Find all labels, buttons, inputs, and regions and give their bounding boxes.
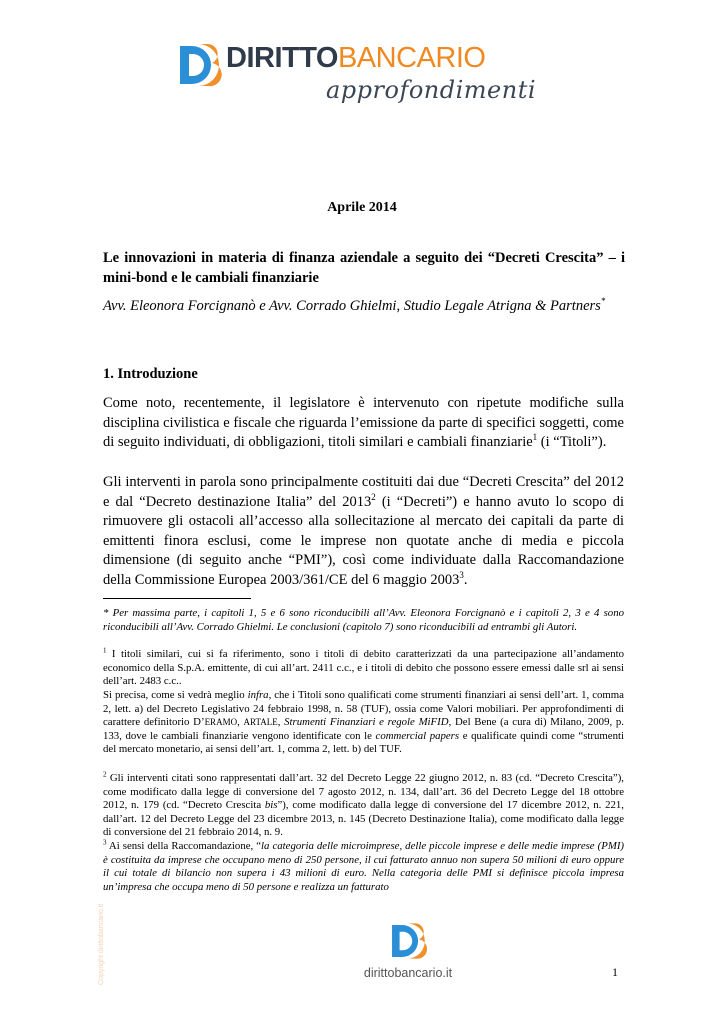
paragraph-1-tail: (i “Titoli”). [537,434,607,450]
footnote-2-number: 2 [103,770,107,779]
copyright-watermark: Copyright dirittobancario.it [98,903,105,985]
footnote-1-number: 1 [103,646,107,655]
footnote-3-quote: la categoria delle microimprese, delle piccole imprese e delle medie imprese (PMI) è costituita da imprese che occupano meno di 250 persone, il cui fatturato annuo non supera 50 milioni di euro oppure il cui totale di bilancio non supera i 43 milioni di euro. Nella categoria delle PMI si definisce piccola impresa un’impresa che occupa meno di 50 persone e realizza un fatturato [103,840,625,893]
db-logo-icon [176,40,222,90]
footnote-3-number: 3 [103,838,107,847]
authors-text: Avv. Eleonora Forcignanò e Avv. Corrado Ghielmi, Studio Legale Atrigna & Partners [103,297,601,314]
document-title: Le innovazioni in materia di finanza aziendale a seguito dei “Decreti Crescita” – i mini-bond e le cambiali finanziarie [103,250,625,286]
brand-subtitle: approfondimenti [326,76,537,104]
fn1b-part-f: e qualificate quindi come “strumenti del mercato monetario, ai sensi dell’art. 1, comma 2, lett. b) del TUF. [103,729,624,756]
authors-footnote-mark: * [600,296,606,306]
paragraph-1-text: Come noto, recentemente, il legislatore è intervenuto con ripetute modifiche sulla disciplina civilistica e fiscale che riguarda l’emissione da parte di specifici soggetti, come di seguito individuati, di obbligazioni, titoli similari e cambiali finanziarie [103,395,624,450]
brand-part2: BANCARIO [337,42,486,74]
fn1b-book-title: Strumenti Finanziari e regole MiFID [284,716,449,729]
footnote-ref-1: 1 [532,432,538,443]
footnote-1-text: I titoli similari, cui si fa riferimento, sono i titoli di debito caratterizzati da una partecipazione all’andamento economico della S.p.A. emittente, di cui all’art. 2411 c.c., e i titoli di debito che possono essere emessi dalle srl ai sensi dell’art. 2483 c.c.. [103,648,624,688]
footnote-2-text: Gli interventi citati sono rappresentati dall’art. 32 del Decreto Legge 22 giugno 2012, n. 83 (cd. “Decreto Crescita”), come modificato dalla legge di conversione del 7 agosto 2012, n. 134, dall’art. 36 del Decreto Legge del 18 ottobre 2012, n. 179 (cd. “Decreto Crescita [103,772,624,812]
footnote-1-continued [103,689,624,757]
footnote-star: * Per massima parte, i capitoli 1, 5 e 6 sono riconducibili all’Avv. Eleonora Forcignanò e i capitoli 2, 3 e 4 sono riconducibili all’Avv. Corrado Ghielmi. Le conclusioni (capitolo 7) sono riconducibili ad entrambi gli Autori. [103,607,624,633]
page-number: 1 [612,965,618,979]
fn1b-part-e: , Del Bene (a cura di) Milano, 2009, p. 133, dove le cambiali finanziarie vengono identificate con le [103,716,624,742]
paragraph-2 [103,473,624,590]
paragraph-2-tail: . [463,571,468,588]
footer-site-text: dirittobancario.it [363,966,453,980]
fn1b-part-a: Si precisa, come si vedrà meglio [103,689,248,701]
footnote-2 [103,772,624,840]
footnote-ref-2: 2 [371,491,376,502]
header-logo [176,36,537,108]
fn1b-infra: infra [247,689,269,701]
footnote-3-text: Ai sensi della Raccomandazione, “ [106,840,262,852]
footnote-ref-3: 3 [459,569,464,580]
footnote-2-tail: ”), come modificato dalla legge di conversione del 17 dicembre 2012, n. 221, dall’art. 12 del Decreto Legge del 23 dicembre 2013, n. 145 (Decreto Destinazione Italia), come modificato dalla legge di conversione del 21 febbraio 2014, n. 9. [103,799,625,839]
fn1b-author-2: ARTALE [243,717,278,728]
fn1b-author-1: ERAMO [204,717,238,728]
brand-part1: DIRITTO [226,42,338,74]
paragraph-2-middle: (i “Decreti”) e hanno avuto lo scopo di rimuovere gli ostacoli all’accesso alla sollecitazione al mercato dei capitali da parte di emittenti finora esclusi, come le imprese non quotate anche di media e piccola dimensione (di seguito anche “PMI”), così come individuate dalla Raccomandazione della Commissione Europea 2003/361/CE del 6 maggio 2003 [103,493,624,588]
fn1b-part-b: , che i Titoli sono qualificati come strumenti finanziari ai sensi dell’art. 1, comma 2, lett. a) del Decreto Legislativo 24 febbraio 1998, n. 58 (TUF), ossia come Valori mobiliari. Per approfondimenti di carattere definitorio D’ [103,689,624,729]
document-date: Aprile 2014 [327,200,397,215]
footnote-1 [103,648,624,689]
paragraph-2-text: Gli interventi in parola sono principalmente costituiti dai due “Decreti Crescita” del 2012 e dal “Decreto destinazione Italia” del 2013 [103,474,624,510]
footnote-3 [103,840,624,894]
footer-db-logo-icon [388,920,428,962]
footnote-2-bis: bis [264,799,278,812]
document-authors [103,296,633,315]
fn1b-commercial-papers: commercial papers [375,729,460,742]
fn1b-sep-1: , [237,716,244,729]
fn1b-sep-2: , [277,716,285,729]
brand-name [226,42,485,75]
section-heading: 1. Introduzione [103,366,198,382]
footnote-divider [103,598,251,599]
paragraph-1 [103,394,624,453]
